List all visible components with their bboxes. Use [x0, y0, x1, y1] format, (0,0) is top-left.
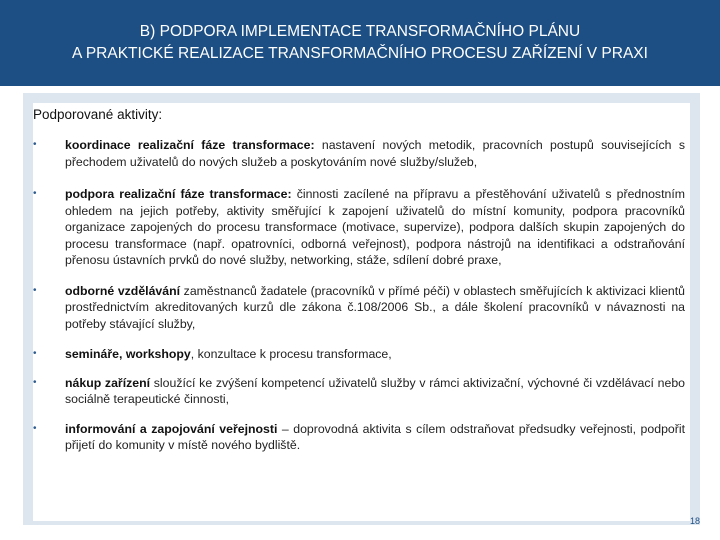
list-item: [33, 421, 685, 454]
item-title: semináře, workshopy: [65, 347, 191, 361]
title-line-2: A PRAKTICKÉ REALIZACE TRANSFORMAČNÍHO PROCESU ZAŘÍZENÍ V PRAXI: [72, 45, 648, 62]
slide-header: [0, 0, 720, 86]
item-title: nákup zařízení: [65, 375, 151, 390]
item-text: činnosti zacílené na přípravu a přestěhování uživatelů s přednostním ohledem na jejich potřeby, aktivity směřující k zapojení uživatelů do místní komunity, podpora pracovníků organizace zapojených do procesu transformace (motivace, supervize), podpora dalších skupin zapojených do procesu transformace (např. opatrovníci, odborná veřejnost), podpora nástrojů na identifikaci a odstraňování přenosu ústavních prvků do nové služby, networking, stáže, sdílení dobré praxe,: [65, 187, 685, 267]
bullet-icon: •: [33, 422, 37, 434]
bullet-icon: •: [33, 284, 37, 296]
item-text: zaměstnanců žadatele (pracovníků v přímé péči) v oblastech směřujících k aktivizaci klientů prostřednictvím akreditovaných kurzů dle zákona č.108/2006 Sb., a dále školení pracovníků v návaznosti na potřeby stávající služby,: [65, 283, 685, 331]
item-title: informování a zapojování veřejnosti: [65, 421, 278, 436]
list-item: [33, 283, 685, 333]
item-text: sloužící ke zvýšení kompetencí uživatelů služby v rámci aktivizační, výchovné či vzdělávací nebo sociálně terapeutické činnosti,: [65, 375, 685, 406]
bullet-icon: •: [33, 376, 37, 388]
list-item: [33, 137, 685, 170]
subheading: Podporované aktivity:: [33, 107, 163, 122]
list-item: [33, 186, 685, 269]
item-title: koordinace realizační fáze transformace:: [65, 138, 315, 152]
item-text: – doprovodná aktivita s cílem odstraňovat předsudky veřejnosti, podpořit přijetí do komunity v místě nového bydliště.: [65, 421, 685, 452]
list-item: [33, 375, 685, 408]
page-number: 18: [690, 516, 701, 526]
bullet-icon: •: [33, 188, 37, 199]
bullet-icon: •: [33, 348, 37, 359]
list-item: [33, 346, 685, 363]
item-title: odborné vzdělávání: [65, 283, 181, 298]
item-text: , konzultace k procesu transformace,: [190, 347, 392, 361]
item-title: podpora realizační fáze transformace:: [65, 187, 292, 201]
activities-list: [33, 137, 690, 454]
content-area: [33, 103, 690, 521]
bullet-icon: •: [33, 139, 37, 150]
title-line-1: B) PODPORA IMPLEMENTACE TRANSFORMAČNÍHO PLÁNU: [139, 23, 581, 40]
item-text: nastavení nových metodik, pracovních postupů souvisejících s přechodem uživatelů do nových služeb a poskytováním nové služby/služeb,: [65, 138, 685, 169]
